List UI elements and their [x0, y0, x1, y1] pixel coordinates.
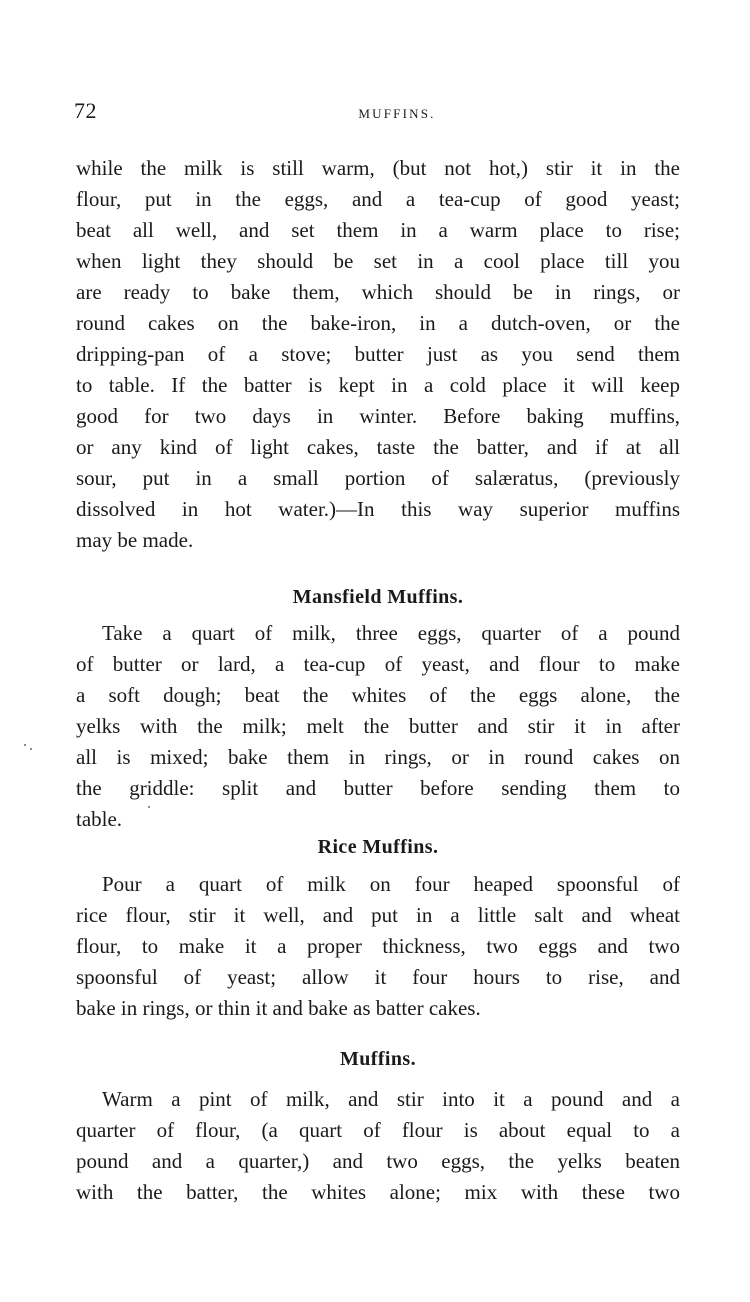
print-speck: [148, 806, 150, 808]
text-line: sour, put in a small portion of salæratus, (previously: [76, 466, 680, 490]
text-line: Warm a pint of milk, and stir into it a pound and a: [102, 1087, 680, 1111]
recipe-paragraph: [76, 869, 680, 1024]
text-line: pound and a quarter,) and two eggs, the yelks beaten: [76, 1149, 680, 1173]
text-line: of butter or lard, a tea-cup of yeast, and flour to make: [76, 652, 680, 676]
section-heading: Rice Muffins.: [317, 836, 439, 858]
text-line: all is mixed; bake them in rings, or in round cakes on: [76, 745, 680, 769]
recipe-paragraph: [76, 1084, 680, 1208]
text-line: are ready to bake them, which should be in rings, or: [76, 280, 680, 304]
print-speck: [24, 744, 26, 746]
text-line: Take a quart of milk, three eggs, quarter of a pound: [102, 621, 680, 645]
text-line: table.: [76, 807, 123, 831]
text-line: beat all well, and set them in a warm place to rise;: [76, 218, 680, 242]
text-line: good for two days in winter. Before baking muffins,: [76, 404, 680, 428]
text-line: when light they should be set in a cool place till you: [76, 249, 680, 273]
text-line: rice flour, stir it well, and put in a little salt and wheat: [76, 903, 680, 927]
text-line: bake in rings, or thin it and bake as batter cakes.: [76, 996, 481, 1020]
text-line: while the milk is still warm, (but not hot,) stir it in the: [76, 156, 680, 180]
text-line: flour, to make it a proper thickness, two eggs and two: [76, 934, 680, 958]
text-line: spoonsful of yeast; allow it four hours to rise, and: [76, 965, 680, 989]
text-line: flour, put in the eggs, and a tea-cup of good yeast;: [76, 187, 680, 211]
text-line: or any kind of light cakes, taste the batter, and if at all: [76, 435, 680, 459]
running-title: MUFFINS.: [358, 106, 436, 121]
page-number: 72: [74, 98, 97, 123]
text-line: Pour a quart of milk on four heaped spoonsful of: [102, 872, 680, 896]
text-line: round cakes on the bake-iron, in a dutch-oven, or the: [76, 311, 680, 335]
text-line: yelks with the milk; melt the butter and stir it in after: [76, 714, 680, 738]
text-line: dissolved in hot water.)—In this way superior muffins: [76, 497, 680, 521]
text-line: a soft dough; beat the whites of the eggs alone, the: [76, 683, 680, 707]
text-line: the griddle: split and butter before sending them to: [76, 776, 680, 800]
print-speck: [30, 748, 32, 750]
section-heading: Mansfield Muffins.: [292, 586, 464, 608]
text-line: quarter of flour, (a quart of flour is about equal to a: [76, 1118, 680, 1142]
text-line: may be made.: [76, 528, 194, 552]
section-heading: Muffins.: [340, 1048, 416, 1070]
running-head: [74, 98, 680, 128]
text-line: to table. If the batter is kept in a cold place it will keep: [76, 373, 680, 397]
text-line: with the batter, the whites alone; mix with these two: [76, 1180, 680, 1204]
text-line: dripping-pan of a stove; butter just as you send them: [76, 342, 680, 366]
recipe-paragraph: [76, 618, 680, 835]
intro-paragraph: [76, 153, 680, 556]
